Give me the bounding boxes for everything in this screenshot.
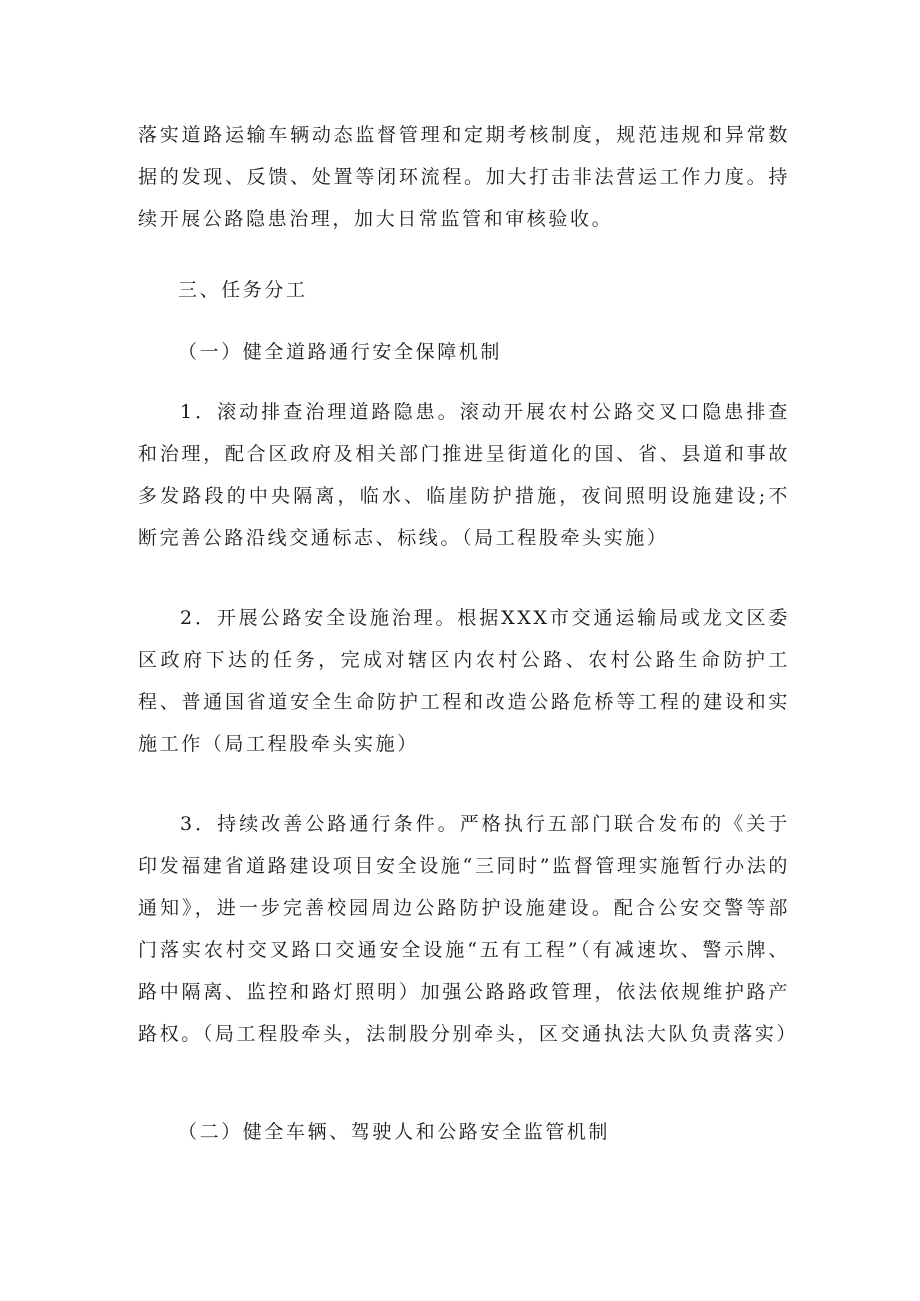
subsection-heading-1: （一）健全道路通行安全保障机制 bbox=[178, 341, 503, 363]
list-item-3: 3．持续改善公路通行条件。严格执行五部门联合发布的《关于印发福建省道路建设项目安全设施“三同时”监督管理实施暂行办法的通知》，进一步完善校园周边公路防护设施建设。配合公安交警等部门落实农村交叉路口交通安全设施“五有工程”（有减速坎、警示牌、路中隔离、监控和路灯照明）加强公路路政管理，依法依规维护路产路权。（局工程股牵头，法制股分别牵头，区交通执法大队负责落实） bbox=[138, 813, 799, 1045]
list-item-1: 1．滚动排查治理道路隐患。滚动开展农村公路交叉口隐患排查和治理，配合区政府及相关部门推进呈街道化的国、省、县道和事故多发路段的中央隔离，临水、临崖防护措施，夜间照明设施建设;不断完善公路沿线交通标志、标线。（局工程股牵头实施） bbox=[138, 401, 790, 549]
list-item-2: 2．开展公路安全设施治理。根据XXX市交通运输局或龙文区委区政府下达的任务，完成对辖区内农村公路、农村公路生命防护工程、普通国省道安全生命防护工程和改造公路危桥等工程的建设和实施工作（局工程股牵头实施） bbox=[138, 607, 790, 755]
paragraph-continuation: 落实道路运输车辆动态监督管理和定期考核制度，规范违规和异常数据的发现、反馈、处置等闭环流程。加大打击非法营运工作力度。持续开展公路隐患治理，加大日常监管和审核验收。 bbox=[138, 124, 790, 230]
subsection-heading-2: （二）健全车辆、驾驶人和公路安全监管机制 bbox=[178, 1121, 611, 1143]
section-heading-task-division: 三、任务分工 bbox=[178, 279, 308, 301]
